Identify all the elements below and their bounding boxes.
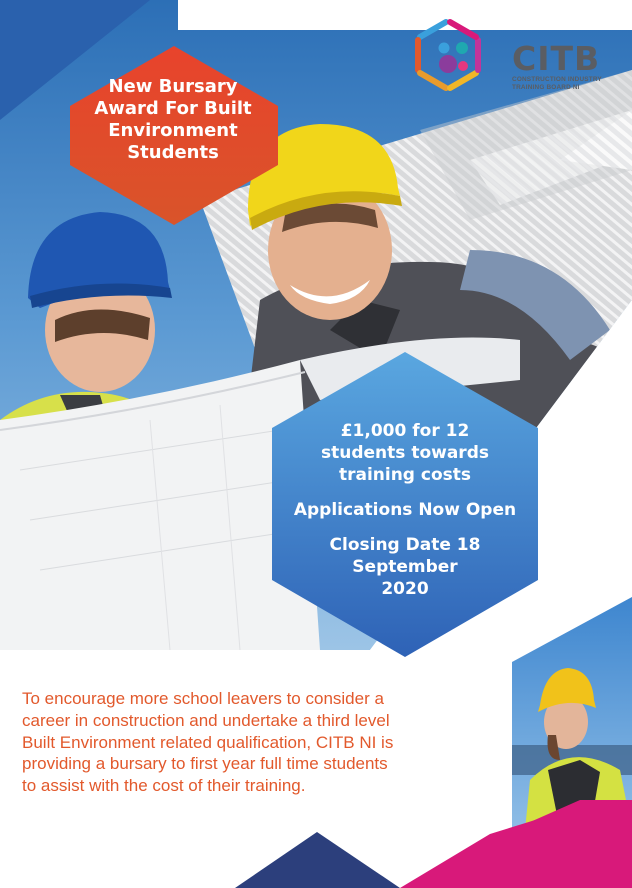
offer-details [270, 420, 540, 600]
logo-subtitle-1: CONSTRUCTION INDUSTRY [512, 76, 602, 83]
description-line-1: To encourage more school leavers to consider a [22, 689, 384, 708]
offer-status: Applications Now Open [293, 500, 517, 520]
closing-date-line-2: September [352, 557, 458, 577]
description-line-5: to assist with the cost of their training. [22, 776, 306, 796]
offer-amount-line-1: £1,000 for 12 [340, 421, 470, 441]
description-line-4: providing a bursary to first year full time students [22, 754, 388, 774]
headline-line-1: New Bursary [108, 76, 238, 97]
description-line-2: career in construction and undertake a third level [22, 710, 390, 730]
headline-line-2: Award For Built [94, 98, 252, 119]
citb-logo [512, 39, 602, 91]
headline-line-4: Students [127, 142, 219, 163]
offer-amount-line-2: students towards [321, 443, 489, 463]
closing-date-line-3: 2020 [381, 579, 429, 599]
description-line-3: Built Environment related qualification, CITB NI is [22, 732, 394, 752]
closing-date-line-1: Closing Date 18 [329, 535, 481, 555]
headline [78, 76, 268, 164]
offer-amount-line-3: training costs [338, 465, 472, 485]
headline-line-3: Environment [108, 120, 238, 141]
description-paragraph [22, 688, 492, 797]
logo-title: CITB [512, 39, 601, 78]
logo-subtitle-2: TRAINING BOARD NI [512, 83, 580, 91]
